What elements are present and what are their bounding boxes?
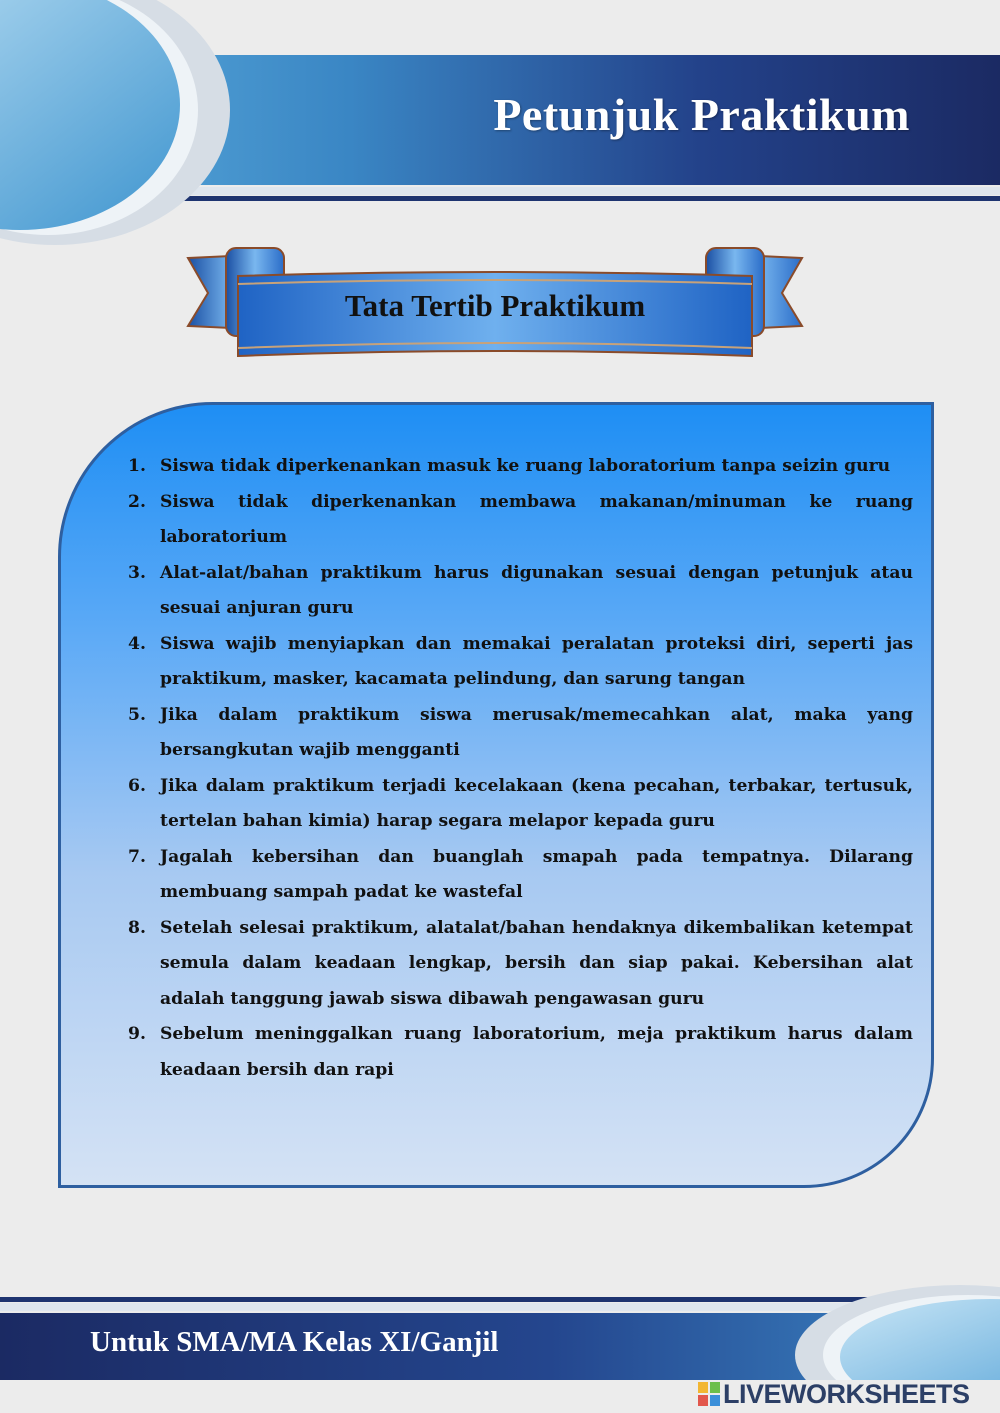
rule-number: 9.: [128, 1024, 146, 1044]
rule-item: [128, 911, 913, 1018]
rule-text: Alat-alat/bahan praktikum harus digunakan sesuai dengan petunjuk atau sesuai anjuran guru: [160, 562, 913, 618]
rule-text: Jika dalam praktikum siswa merusak/memecahkan alat, maka yang bersangkutan wajib mengganti: [160, 704, 913, 760]
rule-text: Jagalah kebersihan dan buanglah smapah pada tempatnya. Dilarang membuang sampah padat ke wastefal: [160, 846, 913, 902]
rule-number: 8.: [128, 917, 146, 938]
rule-number: 1.: [128, 456, 146, 476]
rule-text: Siswa tidak diperkenankan masuk ke ruang laboratorium tanpa seizin guru: [160, 456, 891, 476]
rule-number: 3.: [128, 562, 146, 583]
ribbon-title: Tata Tertib Praktikum: [344, 288, 646, 323]
rule-number: 7.: [128, 846, 146, 867]
rule-text: Jika dalam praktikum terjadi kecelakaan (kena pecahan, terbakar, tertusuk, tertelan bahan kimia) harap segara melapor kepada guru: [160, 775, 913, 831]
rule-text: Setelah selesai praktikum, alatalat/bahan hendaknya dikembalikan ketempat semula dalam keadaan lengkap, bersih dan siap pakai. Kebersihan alat adalah tanggung jawab siswa dibawah pengawasan guru: [160, 917, 913, 1009]
page-title: Petunjuk Praktikum: [493, 89, 910, 140]
rule-item: [128, 449, 913, 485]
rule-item: [128, 556, 913, 627]
rule-number: 2.: [128, 491, 146, 512]
rule-item: [128, 1017, 913, 1088]
watermark-text: LIVEWORKSHEETS: [723, 1378, 970, 1409]
liveworksheets-logo-icon: [698, 1382, 720, 1406]
rule-text: Siswa wajib menyiapkan dan memakai peralatan proteksi diri, seperti jas praktikum, masker, kacamata pelindung, dan sarung tangan: [160, 633, 913, 689]
rule-item: [128, 627, 913, 698]
rule-number: 4.: [128, 633, 146, 654]
rule-item: [128, 698, 913, 769]
rule-number: 6.: [128, 775, 146, 796]
footer-text: Untuk SMA/MA Kelas XI/Ganjil: [90, 1326, 499, 1358]
rule-item: [128, 769, 913, 840]
rule-item: [128, 485, 913, 556]
rules-list: [128, 449, 913, 1088]
rule-text: Siswa tidak diperkenankan membawa makanan/minuman ke ruang laboratorium: [160, 491, 913, 547]
rule-item: [128, 840, 913, 911]
watermark: [698, 1378, 970, 1410]
rule-number: 5.: [128, 704, 146, 725]
rule-text: Sebelum meninggalkan ruang laboratorium, meja praktikum harus dalam keadaan bersih dan rapi: [160, 1024, 913, 1080]
